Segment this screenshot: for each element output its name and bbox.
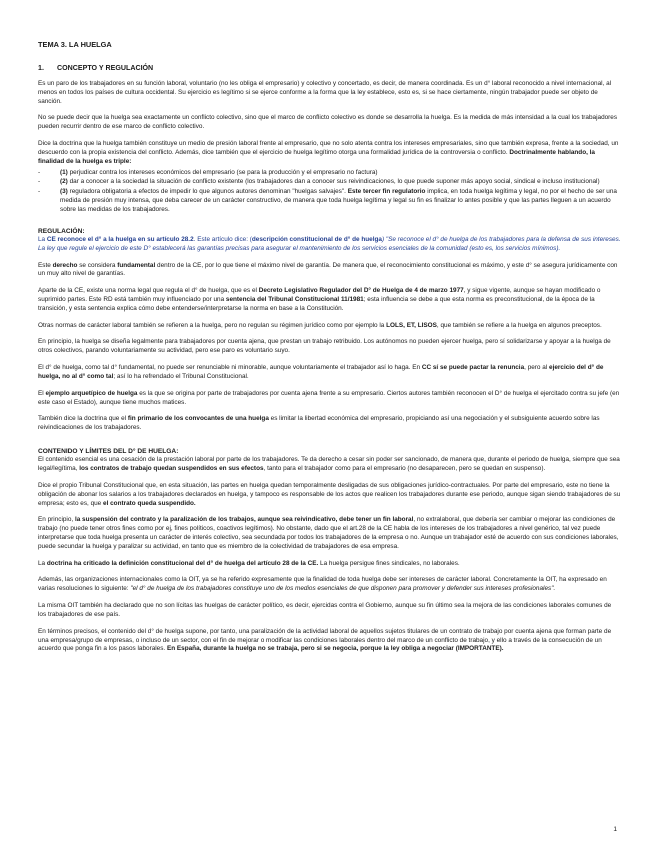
section-heading xyxy=(38,64,621,74)
paragraph: Este derecho se considera fundamental dentro de la CE, por lo que tiene el máximo nivel de garantía. De manera que, el reconocimiento constitucional es máximo, y este d° se asegura jurídicamente con un muy alto nivel de garantías. xyxy=(38,261,618,278)
paragraph: Aparte de la CE, existe una norma legal que regula el d° de huelga, que es el Decreto Legislativo Regulador del D° de Huelga de 4 de marzo 1977, y sigue vigente, aunque se hayan modificado o suprimido partes. Este RD está también muy influenciado por una sentencia del Tribunal Constitucional 11/1981; esta influencia se debe a que esta norma es preconstitucional, de la época de la transición, y esta sentencia explica cómo debe entenderse/interpretarse la norma en base a la Constitución. xyxy=(38,287,601,312)
paragraph: En términos precisos, el contenido del d° de huelga supone, por tanto, una paralización de la actividad laboral de aquellos sujetos titulares de un contrato de trabajo por cuenta ajena que forman parte de una empresa/grupo de empresas, o incluso de un sector, con el fin de mejorar o modificar las condiciones laborales dentro del marco de un conflicto de trabajo, y ello a través de la consecución de un acuerdo que ponga fin a los pasos laborales. En España, durante la huelga no se trabaja, pero si se negocia, porque la ley obliga a negociar (IMPORTANTE). xyxy=(38,627,612,653)
paragraph: También dice la doctrina que el fin primario de los convocantes de una huelga es limitar la libertad económica del empresario, propiciando así una negociación y el subsiguiente acuerdo sobre las reivindicaciones de los trabajadores. xyxy=(38,415,600,432)
paragraph: Es un paro de los trabajadores en su función laboral, voluntario (no les obliga el empresario) y colectivo y concertado, es decir, de manera coordinada. Es un d° laboral reconocido a nivel internacional, al menos en todos los países de cultura occidental. Su ejercicio es legítimo si se ejerce conforme a la forma que la ley establece, esto es, si se hace ciertamente, ningún trabajador puede ser objeto de sanción. xyxy=(38,80,612,105)
bold-phrase: Doctrinalmente hablando, la finalidad de la huelga es triple: xyxy=(38,148,595,165)
paragraph: El contenido esencial es una cesación de la prestación laboral por parte de los trabajadores. Te da derecho a cesar sin poder ser sancionado, de manera que, durante el periodo de huelga, siempre que sea legal/legítima, los contratos de trabajo quedan suspendidos en sus efectos, tanto para el trabajador como para el empresario (no desaparecen, pero se quedan en suspenso). xyxy=(38,456,620,473)
paragraph: En principio, la suspensión del contrato y la paralización de los trabajos, aunque sea reivindicativo, debe tener un fin laboral, no extralaboral, que debería ser cambiar o mejorar las condiciones de trabajo (no puede tener otros fines como por ej, fines políticos, coactivos legítimos). No obstante, dado que el art.28 de la CE habla de los intereses de los trabajadores a nivel genérico, tal vez puede interpretarse que toda huelga presenta un carácter de interés colectivo, sea secundada por todos los trabajadores de la empresa o no. Aunque un trabajador esté de acuerdo con sus condiciones laborales, puede secundar la huelga y paralizar su actividad, en tanto que es miembro de la colectividad de trabajadores de esa empresa. xyxy=(38,516,619,550)
paragraph: La CE reconoce el d° a la huelga en su artículo 28.2. Este artículo dice: (descripción constitucional de d° de huelga) "Se reconoce el d° de huelga de los trabajadores para la defensa de sus intereses. La ley que regule el ejercicio de este D° establecerá las garantías precisas para asegurar el mantenimiento de los servicios esenciales de la comunidad (esto es, los servicios mínimos). xyxy=(38,235,621,252)
purpose-list xyxy=(38,169,621,215)
list-item: - (1) perjudicar contra los intereses económicos del empresario (se para la producción y el empresario no factura) xyxy=(38,169,621,178)
paragraph: No se puede decir que la huelga sea exactamente un conflicto colectivo, sino que el marco de conflicto colectivo es donde se desarrolla la huelga. Es la medida de más intensidad a la cual los trabajadores pueden recurrir dentro de ese marco de conflicto colectivo. xyxy=(38,114,618,131)
paragraph: Otras normas de carácter laboral también se refieren a la huelga, pero no regulan su régimen jurídico como por ejemplo la LOLS, ET, LISOS, que también se refiere a la huelga en algunos preceptos. xyxy=(38,321,602,329)
paragraph: Dice la doctrina que la huelga también constituye un medio de presión laboral frente al empresario, que no solo atenta contra los intereses empresariales, sino que también expresa, frente a la sociedad, un descuerdo con la propia existencia del conflicto. Además, dice también que el ejercicio de huelga legítimo otorga una formalidad jurídica de la controversia o conflicto. Doctrinalmente hablando, la finalidad de la huelga es triple: xyxy=(38,140,619,165)
list-item: - (3) reguladora obligatoria a efectos de impedir lo que algunos autores denominan "huelgas salvajes". Este tercer fin regulatorio implica, en toda huelga legítima y legal, no por el hecho de ser una medida de presión muy intensa, que deba carecer de un carácter constructivo, de manera que toda huelga legítima y legal su fin es finalizar lo antes posible y que las partes lleguen a un acuerdo sobre las medidas de los trabajadores. xyxy=(38,188,621,214)
paragraph: El d° de huelga, como tal d° fundamental, no puede ser renunciable ni minorable, aunque voluntariamente el trabajador así lo haga. En CC sí se puede pactar la renuncia, pero al ejercicio del d° de huelga, no al d° como tal; así lo ha refrendado el Tribunal Constitucional. xyxy=(38,364,604,380)
document-title: TEMA 3. LA HUELGA xyxy=(38,40,112,49)
subsection-heading-regulacion: REGULACIÓN: xyxy=(38,227,85,235)
list-item: - (2) dar a conocer a la sociedad la situación de conflicto existente (los trabajadores dan a conocer sus reivindicaciones, lo que puede suponer más apoyo social, sindical e incluso institucional) xyxy=(38,178,621,187)
paragraph: El ejemplo arquetípico de huelga es la que se origina por parte de trabajadores por cuenta ajena frente a su empresario. Ciertos autores también reconocen el D° de huelga el ejercitado contra su jefe (en este caso el Estado), aunque tiene muchos matices. xyxy=(38,389,620,406)
paragraph: En principio, la huelga se diseña legalmente para trabajadores por cuenta ajena, que prestan un trabajo retribuido. Los autónomos no pueden ejercer huelga, pero sí solidarizarse y apoyar a la huelga de otros colectivos, parando voluntariamente su actividad, pero ese paro es voluntario suyo. xyxy=(38,338,611,355)
section-number: 1. xyxy=(38,64,44,73)
paragraph: La misma OIT también ha declarado que no son lícitas las huelgas de carácter político, es decir, ejercidas contra el Gobierno, aunque su fin último sea la mejora de las condiciones laborales comunes de los trabajadores de ese país. xyxy=(38,602,612,618)
section-title: CONCEPTO Y REGULACIÓN xyxy=(57,64,154,73)
paragraph: La doctrina ha criticado la definición constitucional del d° de huelga del artículo 28 de la CE. La huelga persigue fines sindicales, no laborales. xyxy=(38,559,460,567)
page-number: 1 xyxy=(613,826,617,833)
paragraph: Además, las organizaciones internacionales como la OIT, ya se ha referido expresamente que la finalidad de toda huelga debe ser intereses de carácter laboral. Concretamente la OIT, ha expresado en varias resoluciones lo siguiente: "el d° de huelga de los trabajadores constituye uno de los medios esenciales de que disponen para promover y defender sus intereses profesionales". xyxy=(38,576,607,593)
paragraph: Dice el propio Tribunal Constitucional que, en esta situación, las partes en huelga quedan temporalmente desligadas de sus obligaciones jurídico-contractuales. Por parte del empresario, este no tiene la obligación de abonar los salarios a los trabajadores declarados en huelga, y tampoco es responsable de los actos que realicen los trabajadores durante ese periodo, aunque sigan siendo trabajadores de su empresa; esto es, que el contrato queda suspendido. xyxy=(38,481,621,507)
subsection-heading-contenido: CONTENIDO Y LÍMITES DEL D° DE HUELGA: xyxy=(38,448,179,456)
